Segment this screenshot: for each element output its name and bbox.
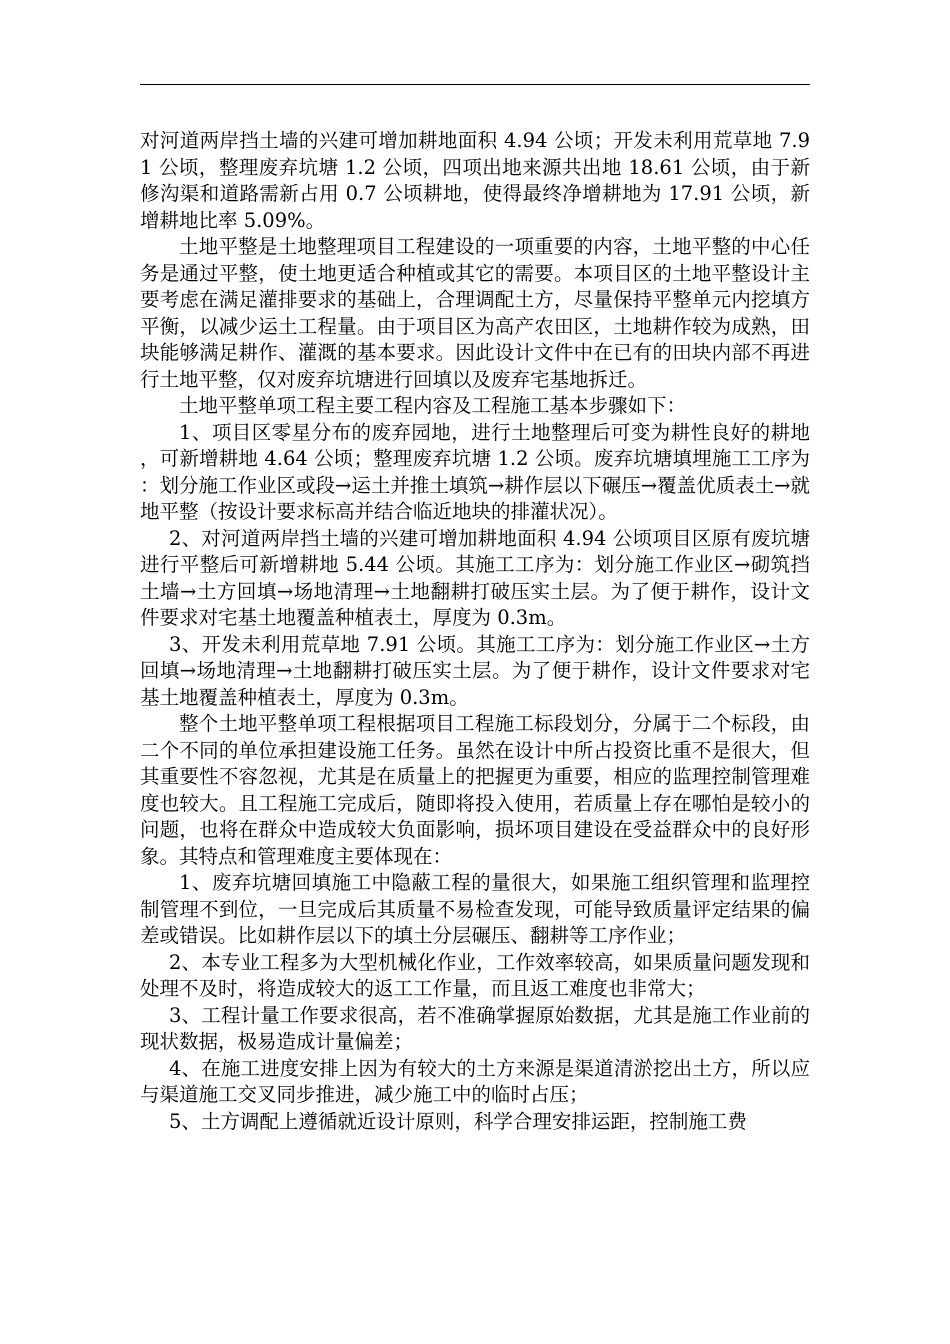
header-rule — [140, 84, 810, 85]
paragraph: 整个土地平整单项工程根据项目工程施工标段划分，分属于二个标段，由二个不同的单位承担建设施工任务。虽然在设计中所占投资比重不是很大，但其重要性不容忽视，尤其是在质量上的把握更为重要，相应的监理控制管理难度也较大。且工程施工完成后，随即将投入使用，若质量上存在哪怕是较小的问题，也将在群众中造成较大负面影响，损坏项目建设在受益群众中的良好形象。其特点和管理难度主要体现在： — [140, 712, 810, 868]
list-item: 2、对河道两岸挡土墙的兴建可增加耕地面积 4.94 公顷项目区原有废坑塘进行平整后可新增耕地 5.44 公顷。其施工工序为：划分施工作业区→砌筑挡土墙→土方回填→场地清理→土地翻耕打破压实土层。为了便于耕作，设计文件要求对宅基土地覆盖种植表土，厚度为 0.3m。 — [140, 526, 810, 629]
list-item: 3、工程计量工作要求很高，若不准确掌握原始数据，尤其是施工作业前的现状数据，极易造成计量偏差； — [140, 1003, 810, 1053]
list-item: 2、本专业工程多为大型机械化作业，工作效率较高，如果质量问题发现和处理不及时，将造成较大的返工工作量，而且返工难度也非常大； — [140, 950, 810, 1000]
list-item: 5、土方调配上遵循就近设计原则，科学合理安排运距，控制施工费 — [169, 1109, 747, 1133]
paragraph: 土地平整单项工程主要工程内容及工程施工基本步骤如下： — [179, 394, 687, 417]
paragraph: 土地平整是土地整理项目工程建设的一项重要的内容，土地平整的中心任务是通过平整，使土地更适合种植或其它的需要。本项目区的土地平整设计主要考虑在满足灌排要求的基础上，合理调配土方，尽量保持平整单元内挖填方平衡，以减少运土工程量。由于项目区为高产农田区，土地耕作较为成熟，田块能够满足耕作、灌溉的基本要求。因此设计文件中在已有的田块内部不再进行土地平整，仅对废弃坑塘进行回填以及废弃宅基地拆迁。 — [140, 235, 810, 391]
list-item: 1、项目区零星分布的废弃园地，进行土地整理后可变为耕性良好的耕地，可新增耕地 4.64 公顷；整理废弃坑塘 1.2 公顷。废弃坑塘填埋施工工序为：划分施工作业区或段→运土并推土填筑→耕作层以下碾压→覆盖优质表土→就地平整（按设计要求标高并结合临近地块的排灌状况）。 — [140, 420, 810, 523]
list-item: 1、废弃坑塘回填施工中隐蔽工程的量很大，如果施工组织管理和监理控制管理不到位，一旦完成后其质量不易检查发现，可能导致质量评定结果的偏差或错误。比如耕作层以下的填土分层碾压、翻耕等工序作业； — [140, 871, 810, 947]
paragraph: 对河道两岸挡土墙的兴建可增加耕地面积 4.94 公顷；开发未利用荒草地 7.91 公顷，整理废弃坑塘 1.2 公顷，四项出地来源共出地 18.61 公顷，由于新修沟渠和道路需新占用 0.7 公顷耕地，使得最终净增耕地为 17.91 公顷，新增耕地比率 5.09%。 — [140, 129, 810, 232]
document-body — [140, 128, 810, 1135]
list-item: 3、开发未利用荒草地 7.91 公顷。其施工工序为：划分施工作业区→土方回填→场地清理→土地翻耕打破压实土层。为了便于耕作，设计文件要求对宅基土地覆盖种植表土，厚度为 0.3m。 — [140, 632, 810, 709]
list-item: 4、在施工进度安排上因为有较大的土方来源是渠道清淤挖出土方，所以应与渠道施工交叉同步推进，减少施工中的临时占压； — [140, 1056, 810, 1106]
